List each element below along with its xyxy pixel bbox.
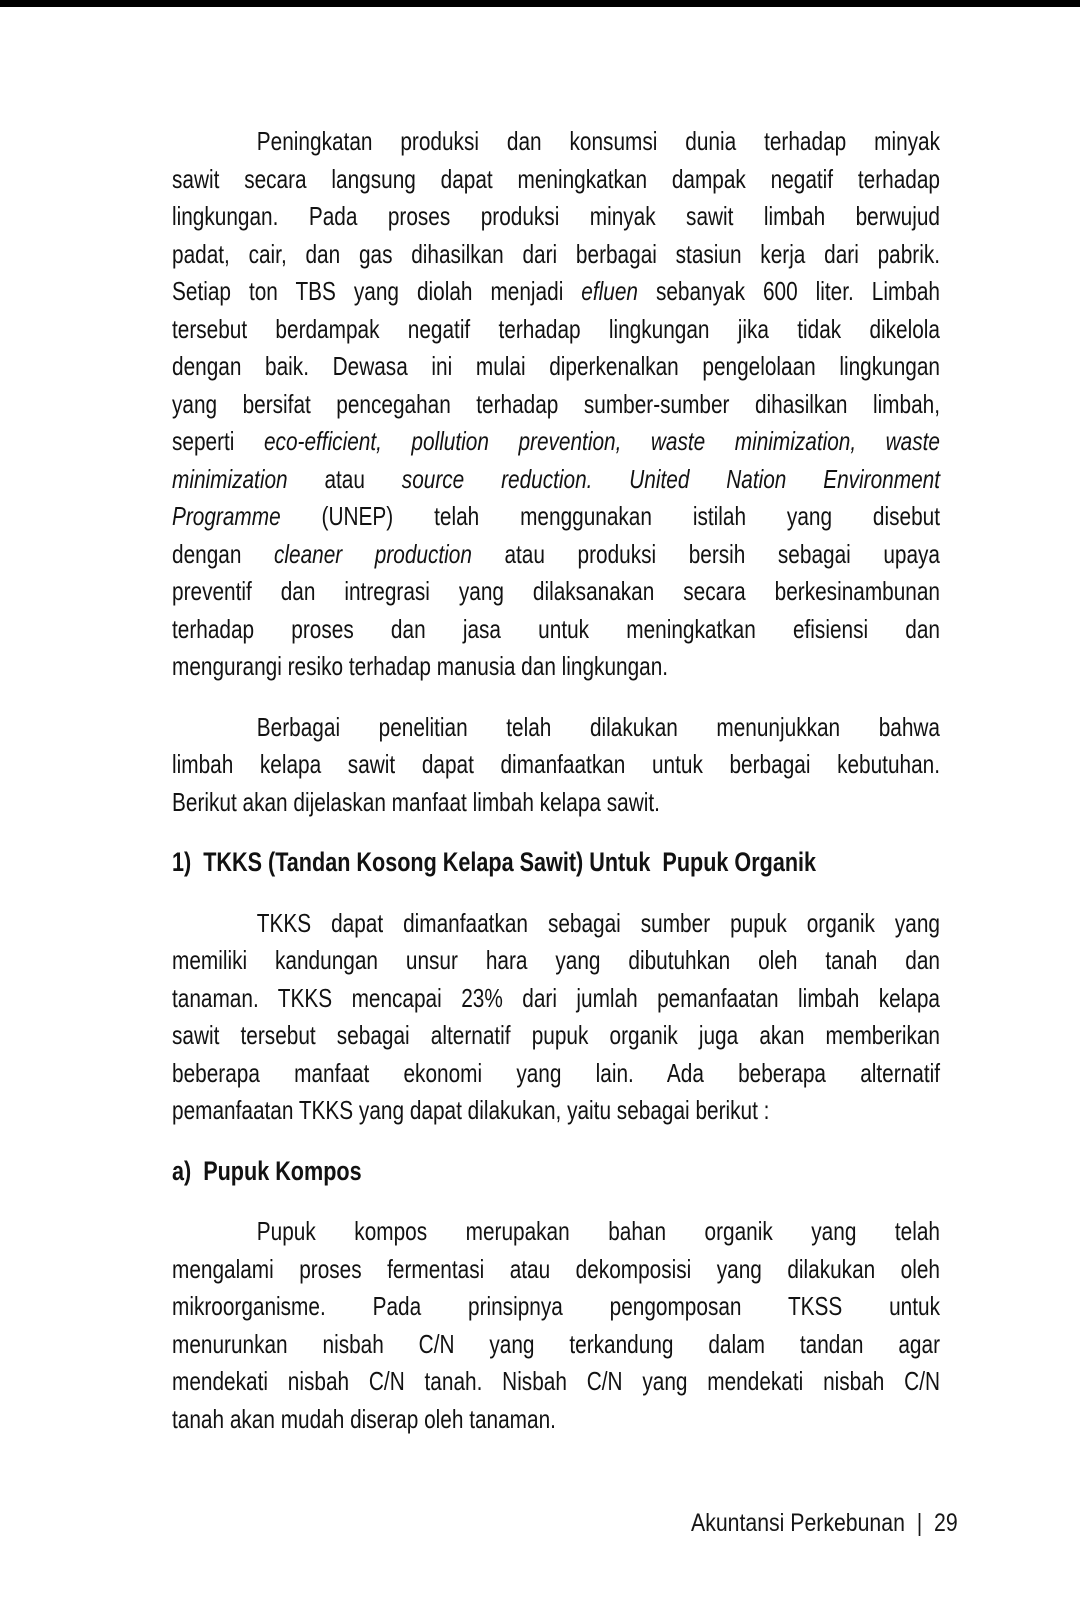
text-line	[172, 1092, 940, 1130]
text-segment: pemanfaatan TKKS yang dapat dilakukan, yaitu sebagai berikut :	[172, 1095, 770, 1125]
text-segment: terhadap proses dan jasa untuk meningkatkan efisiensi dan	[172, 613, 940, 644]
page-footer	[691, 1506, 958, 1540]
paragraph	[172, 123, 940, 686]
paragraph	[172, 1213, 940, 1438]
text-segment: limbah kelapa sawit dapat dimanfaatkan untuk berbagai kebutuhan.	[172, 749, 940, 779]
text-segment: sebanyak 600 liter. Limbah	[637, 276, 940, 306]
text-line	[172, 980, 940, 1018]
footer-book-title: Akuntansi Perkebunan	[691, 1509, 906, 1537]
paragraph	[172, 905, 940, 1130]
text-segment: Berikut akan dijelaskan manfaat limbah kelapa sawit.	[172, 786, 660, 817]
text-segment: atau produksi bersih sebagai upaya	[471, 538, 941, 569]
text-line	[172, 123, 940, 161]
text-line	[172, 536, 940, 574]
text-segment: seperti	[172, 426, 264, 456]
text-line	[172, 1363, 940, 1401]
text-line	[172, 1017, 940, 1055]
text-segment: Pupuk kompos merupakan bahan organik yang telah	[256, 1216, 940, 1246]
document-body	[172, 123, 940, 1438]
text-segment: tanaman. TKKS mencapai 23% dari jumlah pemanfaatan limbah kelapa	[172, 982, 940, 1013]
text-line	[172, 386, 940, 424]
text-segment: lingkungan. Pada proses produksi minyak sawit limbah berwujud	[172, 201, 940, 231]
footer-page-number: 29	[934, 1509, 958, 1537]
text-segment: tersebut berdampak negatif terhadap lingkungan jika tidak dikelola	[172, 313, 940, 344]
text-line	[172, 461, 940, 499]
section-heading: 1) TKKS (Tandan Kosong Kelapa Sawit) Untuk Pupuk Organik	[172, 847, 817, 877]
paragraph	[172, 709, 940, 822]
text-segment: beberapa manfaat ekonomi yang lain. Ada beberapa alternatif	[172, 1057, 940, 1088]
text-segment: padat, cair, dan gas dihasilkan dari berbagai stasiun kerja dari pabrik.	[172, 238, 940, 269]
text-line	[172, 573, 940, 611]
text-segment: TKKS dapat dimanfaatkan sebagai sumber pupuk organik yang	[256, 907, 940, 938]
text-segment: memiliki kandungan unsur hara yang dibutuhkan oleh tanah dan	[172, 945, 940, 975]
text-line	[172, 1055, 940, 1093]
text-segment: Peningkatan produksi dan konsumsi dunia terhadap minyak	[256, 126, 940, 156]
text-line	[172, 273, 940, 311]
text-segment: sawit secara langsung dapat meningkatkan dampak negatif terhadap	[172, 163, 940, 194]
text-segment: Berbagai penelitian telah dilakukan menunjukkan bahwa	[256, 711, 940, 742]
section-heading: a) Pupuk Kompos	[172, 1155, 362, 1186]
text-line	[172, 1213, 940, 1251]
text-line	[172, 311, 940, 349]
text-line	[172, 236, 940, 274]
text-line	[172, 161, 940, 199]
footer-spacer	[923, 1509, 935, 1537]
text-segment: mengurangi resiko terhadap manusia dan lingkungan.	[172, 651, 669, 681]
text-line	[172, 709, 940, 747]
text-segment: mengalami proses fermentasi atau dekomposisi yang dilakukan oleh	[172, 1253, 940, 1284]
text-column	[172, 123, 940, 1438]
italic-text-segment: cleaner production	[273, 538, 472, 569]
text-segment: tanah akan mudah diserap oleh tanaman.	[172, 1403, 556, 1434]
text-line	[172, 746, 940, 784]
text-line	[172, 1251, 940, 1289]
text-segment: atau	[287, 463, 402, 494]
text-line	[172, 348, 940, 386]
text-segment: menurunkan nisbah C/N yang terkandung dalam tandan agar	[172, 1328, 940, 1359]
footer-spacer	[905, 1509, 917, 1537]
text-line	[172, 198, 940, 236]
footer-separator: |	[917, 1509, 923, 1537]
text-segment: mikroorganisme. Pada prinsipnya pengomposan TKSS untuk	[172, 1291, 940, 1321]
text-line	[172, 423, 940, 461]
text-segment: mendekati nisbah C/N tanah. Nisbah C/N yang mendekati nisbah C/N	[172, 1366, 940, 1396]
text-line	[172, 1288, 940, 1326]
italic-text-segment: source reduction. United Nation Environment	[401, 463, 940, 494]
text-segment: preventif dan intregrasi yang dilaksanakan secara berkesinambunan	[172, 576, 940, 606]
text-line	[172, 611, 940, 649]
italic-text-segment: minimization	[172, 463, 288, 494]
text-segment: (UNEP) telah menggunakan istilah yang disebut	[280, 501, 941, 531]
italic-text-segment: efluen	[581, 276, 638, 306]
text-line	[172, 1401, 940, 1439]
text-segment: sawit tersebut sebagai alternatif pupuk organik juga akan memberikan	[172, 1020, 940, 1050]
text-line	[172, 905, 940, 943]
italic-text-segment: eco-efficient, pollution prevention, waste minimization, waste	[263, 426, 941, 456]
text-line	[172, 784, 940, 822]
top-black-bar	[0, 0, 1080, 7]
text-line	[172, 942, 940, 980]
text-segment: dengan	[172, 538, 274, 569]
italic-text-segment: Programme	[172, 501, 281, 531]
text-segment: dengan baik. Dewasa ini mulai diperkenalkan pengelolaan lingkungan	[172, 351, 940, 381]
text-line	[172, 648, 940, 686]
text-segment: yang bersifat pencegahan terhadap sumber-sumber dihasilkan limbah,	[172, 388, 940, 419]
text-line	[172, 498, 940, 536]
text-line	[172, 1326, 940, 1364]
text-segment: Setiap ton TBS yang diolah menjadi	[172, 276, 582, 306]
